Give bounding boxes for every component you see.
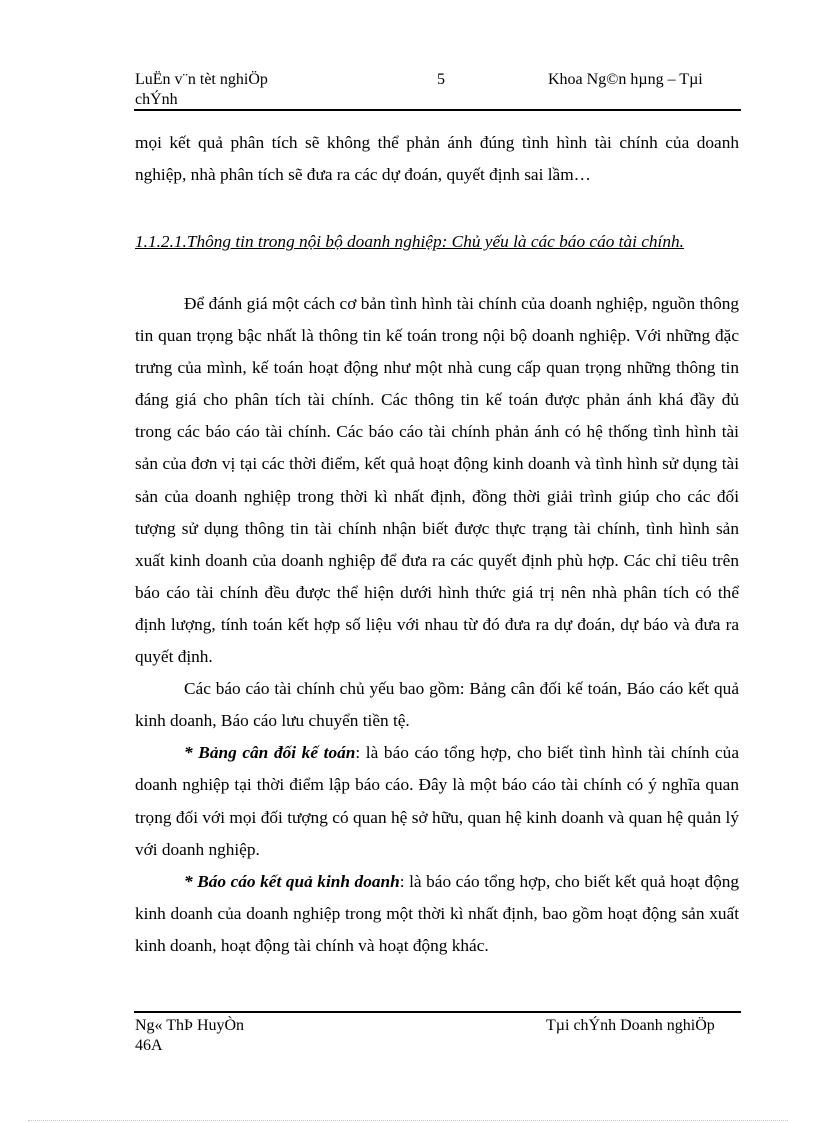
footer-right: Tµi chÝnh Doanh nghiÖp (546, 1017, 715, 1034)
page-bottom-border (28, 1120, 788, 1121)
main-body (135, 288, 739, 962)
header-rule (134, 109, 741, 111)
income-statement-text: : là báo cáo tổng hợp, cho biết kết quả hoạt động kinh doanh của doanh nghiệp trong một thời kì nhất định, bao gồm hoạt động sản xuất kinh doanh, hoạt động tài chính và hoạt động khác. (135, 871, 740, 955)
footer-rule (134, 1011, 741, 1013)
intro-text: mọi kết quả phân tích sẽ không thể phản ánh đúng tình hình tài chính của doanh nghiệp, nhà phân tích sẽ đưa ra các dự đoán, quyết định sai lầm… (135, 133, 739, 185)
section-heading: 1.1.2.1.Thông tin trong nội bộ doanh nghiệp: Chủ yếu là các báo cáo tài chính. (135, 232, 684, 251)
paragraph-income-statement (135, 866, 739, 962)
balance-sheet-text: : là báo cáo tổng hợp, cho biết tình hình tài chính của doanh nghiệp tại thời điểm lập báo cáo. Đây là một báo cáo tài chính có ý nghĩa quan trọng đối với mọi đối tượng có quan hệ sở hữu, quan hệ kinh doanh và quan hệ quản lý với doanh nghiệp. (135, 743, 739, 859)
header-page-number: 5 (437, 71, 445, 88)
paragraph-balance-sheet (135, 737, 739, 865)
footer-left-line1: Ng« ThÞ HuyÒn (135, 1017, 245, 1034)
header-left-line2: chÝnh (135, 91, 178, 108)
balance-sheet-term: * Bảng cân đối kế toán (184, 743, 356, 763)
paragraph-report-types: Các báo cáo tài chính chủ yếu bao gồm: Bảng cân đối kế toán, Báo cáo kết quả kinh doanh, Báo cáo lưu chuyển tiền tệ. (135, 679, 739, 731)
income-statement-term: * Báo cáo kết quả kinh doanh (184, 871, 400, 891)
paragraph-financial-info: Để đánh giá một cách cơ bản tình hình tài chính của doanh nghiệp, nguồn thông tin quan trọng bậc nhất là thông tin kế toán trong nội bộ doanh nghiệp. Với những đặc trưng của mình, kế toán hoạt động như một nhà cung cấp quan trọng những thông tin đáng giá cho phân tích tài chính. Các thông tin kế toán được phản ánh khá đầy đủ trong các báo cáo tài chính. Các báo cáo tài chính phản ánh có hệ thống tình hình tài sản của đơn vị tại các thời điểm, kết quả hoạt động kinh doanh và tình hình sử dụng tài sản của doanh nghiệp trong thời kì nhất định, đồng thời giải trình giúp cho các đối tượng sử dụng thông tin tài chính nhận biết được thực trạng tài chính, tình hình sản xuất kinh doanh của doanh nghiệp để đưa ra các quyết định phù hợp. Các chỉ tiêu trên báo cáo tài chính đều được thể hiện dưới hình thức giá trị nên nhà phân tích có thể định lượng, tính toán kết hợp số liệu với nhau từ đó đưa ra dự đoán, dự báo và đưa ra quyết định. (135, 294, 739, 667)
header-left-line1: LuËn v¨n tèt nghiÖp (135, 71, 268, 88)
header-right: Khoa Ng©n hµng – Tµi (548, 71, 703, 88)
intro-paragraph (135, 127, 739, 191)
footer-left-line2: 46A (135, 1037, 163, 1054)
